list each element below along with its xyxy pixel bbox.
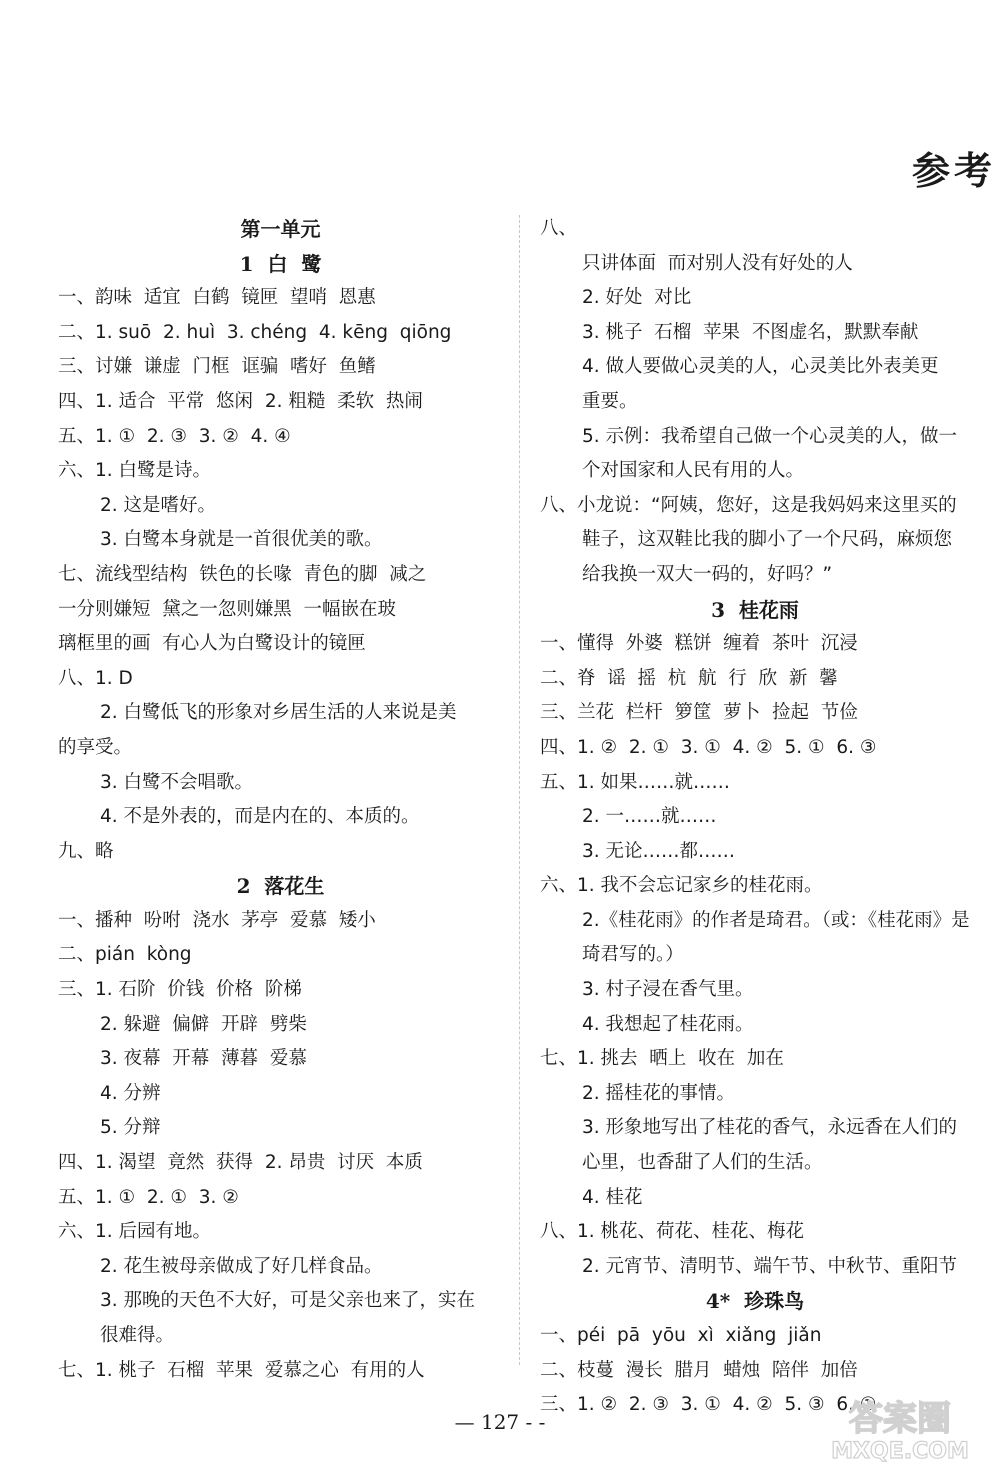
answer-line: 2. 好处 对比 xyxy=(582,287,692,309)
answer-line: 2. 一……就…… xyxy=(582,806,717,828)
answer-line: 三、1. 石阶 价钱 价格 阶梯 xyxy=(58,979,302,1001)
answer-line: 琦君写的。） xyxy=(582,944,684,966)
answer-line: 3. 那晚的天色不大好，可是父亲也来了，实在 xyxy=(100,1290,476,1312)
svg-text:MXQE.COM: MXQE.COM xyxy=(831,1439,969,1464)
answer-line: 4. 分辨 xyxy=(100,1082,161,1104)
answer-line: 的享受。 xyxy=(58,736,133,758)
answer-line: 4. 不是外表的，而是内在的、本质的。 xyxy=(100,806,420,828)
answer-line: 八、 xyxy=(540,218,578,239)
answer-line: 4. 做人要做心灵美的人，心灵美比外表美更 xyxy=(582,356,939,378)
section-heading: 2 落花生 xyxy=(236,874,325,899)
answer-line: 九、略 xyxy=(58,840,114,862)
answer-line: 四、1. 适合 平常 悠闲 2. 粗糙 柔软 热闹 xyxy=(58,390,423,412)
section-heading: 3 桂花雨 xyxy=(711,597,799,622)
answer-line: 3. 形象地写出了桂花的香气，永远香在人们的 xyxy=(582,1117,958,1139)
answer-line: 2. 花生被母亲做成了好几样食品。 xyxy=(100,1255,383,1277)
answer-line: 2. 摇桂花的事情。 xyxy=(582,1082,736,1104)
answer-line: 四、1. 渴望 竟然 获得 2. 昂贵 讨厌 本质 xyxy=(58,1152,423,1174)
answer-line: 3. 村子浸在香气里。 xyxy=(582,979,754,1001)
answer-line: 七、流线型结构 铁色的长喙 青色的脚 减之 xyxy=(58,563,427,585)
answer-line: 三、讨嫌 谦虚 门框 诓骗 嗜好 鱼鳍 xyxy=(58,356,376,378)
answer-line: 一、播种 吩咐 浇水 茅亭 爱慕 矮小 xyxy=(58,909,376,931)
answer-line: 一、péi pā yōu xì xiǎng jiǎn xyxy=(540,1325,822,1346)
svg-text:答案圈: 答案圈 xyxy=(849,1399,951,1439)
page-title: 参考 xyxy=(912,149,997,193)
answer-line: 2.《桂花雨》的作者是琦君。（或：《桂花雨》是 xyxy=(582,909,970,931)
answer-line: 3. 桃子 石榴 苹果 不图虚名，默默奉献 xyxy=(582,321,919,343)
answer-line: 五、1. ① 2. ① 3. ② xyxy=(58,1186,239,1208)
answer-line: 五、1. 如果……就…… xyxy=(540,771,731,793)
answer-line: 给我换一双大一码的，好吗？” xyxy=(582,563,833,585)
left-column xyxy=(58,212,503,1388)
answer-line: 六、1. 后园有地。 xyxy=(58,1221,212,1243)
answer-line: 2. 白鹭低飞的形象对乡居生活的人来说是美 xyxy=(100,702,457,724)
answer-line: 八、1. 桃花、荷花、桂花、梅花 xyxy=(540,1221,805,1243)
answer-line: 5. 示例：我希望自己做一个心灵美的人，做一 xyxy=(582,425,958,447)
page-number: — 127 - - xyxy=(454,1410,546,1434)
answer-line: 一、懂得 外婆 糕饼 缠着 茶叶 沉浸 xyxy=(540,633,858,655)
right-column xyxy=(540,212,970,1423)
answer-line: 个对国家和人民有用的人。 xyxy=(582,460,805,482)
answer-line: 重要。 xyxy=(582,390,638,412)
answer-line: 4. 我想起了桂花雨。 xyxy=(582,1013,754,1035)
section-heading: 4* 珍珠鸟 xyxy=(705,1289,805,1314)
answer-line: 三、1. ② 2. ③ 3. ① 4. ② 5. ③ 6. ① xyxy=(540,1394,877,1416)
answer-line: 3. 白鹭本身就是一首很优美的歌。 xyxy=(100,529,383,551)
answer-line: 八、1. D xyxy=(58,667,133,689)
section-heading: 1 白 鹭 xyxy=(239,251,322,276)
answer-line: 一、韵味 适宜 白鹤 镜匣 望哨 恩惠 xyxy=(58,287,376,309)
answer-line: 三、兰花 栏杆 箩筐 萝卜 捡起 节俭 xyxy=(540,702,858,724)
answer-line: 二、枝蔓 漫长 腊月 蜡烛 陪伴 加倍 xyxy=(540,1359,858,1381)
answer-line: 四、1. ② 2. ① 3. ① 4. ② 5. ① 6. ③ xyxy=(540,736,877,758)
answer-line: 2. 躲避 偏僻 开辟 劈柴 xyxy=(100,1013,307,1035)
answer-line: 七、1. 挑去 晒上 收在 加在 xyxy=(540,1048,784,1070)
answer-line: 七、1. 桃子 石榴 苹果 爱慕之心 有用的人 xyxy=(58,1359,425,1381)
answer-line: 2. 这是嗜好。 xyxy=(100,494,217,516)
answer-line: 璃框里的画 有心人为白鹭设计的镜匣 xyxy=(58,633,366,655)
answer-line: 一分则嫌短 黛之一忽则嫌黑 一幅嵌在玻 xyxy=(58,598,397,620)
section-heading: 第一单元 xyxy=(240,217,321,241)
watermark-logo xyxy=(808,1390,993,1465)
answer-line: 二、pián kòng xyxy=(58,944,192,966)
column-divider xyxy=(519,215,520,1365)
answer-line: 二、1. suō 2. huì 3. chéng 4. kēng qiōng xyxy=(58,321,452,343)
answer-line: 心里，也香甜了人们的生活。 xyxy=(582,1152,823,1174)
answer-line: 很难得。 xyxy=(100,1325,175,1346)
answer-line: 二、脊 谣 摇 杭 航 行 欣 新 馨 xyxy=(540,667,838,689)
answer-line: 5. 分辩 xyxy=(100,1117,161,1139)
answer-line: 五、1. ① 2. ③ 3. ② 4. ④ xyxy=(58,425,291,447)
answer-line: 2. 元宵节、清明节、端午节、中秋节、重阳节 xyxy=(582,1255,958,1277)
answer-line: 六、1. 我不会忘记家乡的桂花雨。 xyxy=(540,875,823,897)
answer-line: 只讲体面 而对别人没有好处的人 xyxy=(582,252,853,274)
answer-line: 3. 无论……都…… xyxy=(582,840,736,862)
answer-line: 鞋子，这双鞋比我的脚小了一个尺码，麻烦您 xyxy=(582,529,953,551)
answer-line: 六、1. 白鹭是诗。 xyxy=(58,460,212,482)
answer-line: 八、小龙说：“阿姨，您好，这是我妈妈来这里买的 xyxy=(540,494,957,516)
answer-line: 4. 桂花 xyxy=(582,1186,643,1208)
answer-line: 3. 白鹭不会唱歌。 xyxy=(100,771,254,793)
answer-line: 3. 夜幕 开幕 薄暮 爱慕 xyxy=(100,1048,307,1070)
